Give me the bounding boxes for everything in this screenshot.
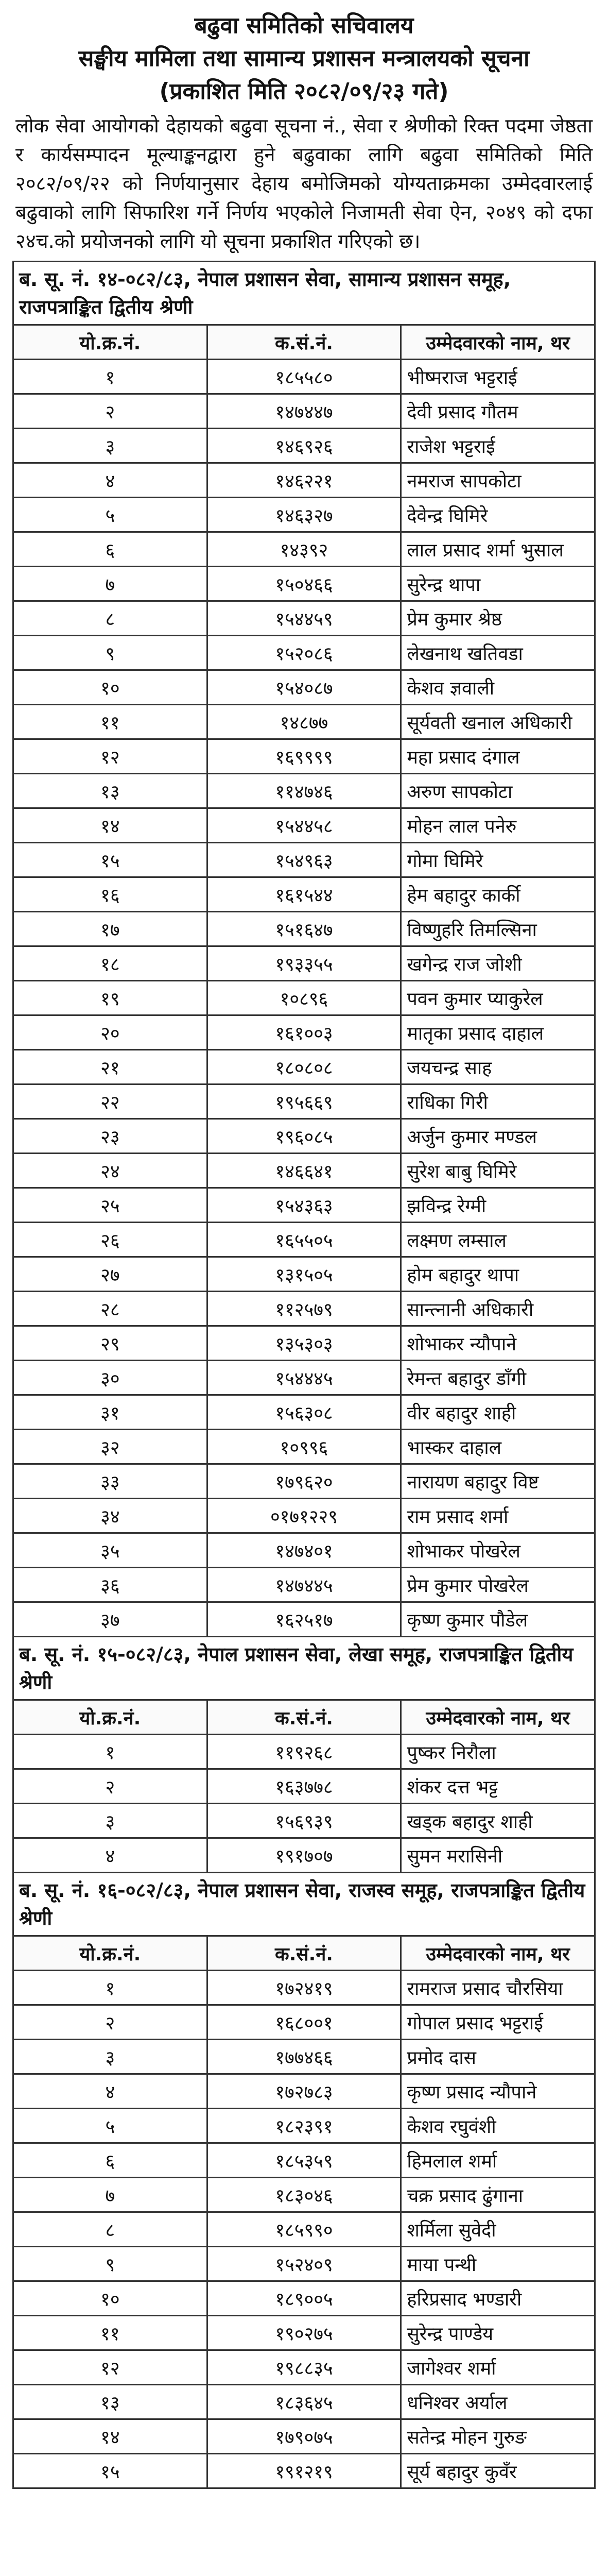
- symbol-number-cell: १६२५१७: [207, 1602, 401, 1637]
- symbol-number-cell: १९१२१९: [207, 2454, 401, 2488]
- symbol-number-cell: १९३३५५: [207, 946, 401, 981]
- symbol-number-cell: १४७४४५: [207, 1568, 401, 1602]
- table-row: [13, 1804, 595, 1838]
- candidate-name-cell: रेमन्त बहादुर डाँगी: [401, 1361, 595, 1395]
- symbol-number-cell: ११९२६८: [207, 1735, 401, 1769]
- symbol-number-cell: १८५३५९: [207, 2143, 401, 2178]
- serial-cell: ४: [13, 1838, 207, 1873]
- table-row: [13, 705, 595, 739]
- symbol-number-cell: १८३६४५: [207, 2385, 401, 2419]
- symbol-number-cell: १३५३०३: [207, 1326, 401, 1361]
- candidate-name-cell: जयचन्द्र साह: [401, 1050, 595, 1084]
- serial-cell: ८: [13, 2212, 207, 2247]
- serial-cell: ११: [13, 2316, 207, 2350]
- candidate-name-cell: सुमन मरासिनी: [401, 1838, 595, 1873]
- candidate-name-cell: देवेन्द्र घिमिरे: [401, 498, 595, 532]
- symbol-number-cell: १४६६४१: [207, 1154, 401, 1188]
- serial-cell: १३: [13, 774, 207, 808]
- serial-cell: २०: [13, 1015, 207, 1050]
- candidate-name-cell: गोमा घिमिरे: [401, 843, 595, 877]
- symbol-number-cell: १४६३२७: [207, 498, 401, 532]
- serial-cell: २: [13, 394, 207, 429]
- candidate-name-cell: राजेश भट्टराई: [401, 429, 595, 463]
- symbol-number-cell: १३१५०५: [207, 1257, 401, 1292]
- candidate-name-cell: अरुण सापकोटा: [401, 774, 595, 808]
- serial-cell: ३०: [13, 1361, 207, 1395]
- name-column-header: उम्मेदवारको नाम, थर: [401, 325, 595, 360]
- table-row: [13, 912, 595, 946]
- table-row: [13, 2385, 595, 2419]
- symbol-column-header: क.सं.नं.: [207, 1700, 401, 1735]
- symbol-number-cell: १८३०४६: [207, 2178, 401, 2212]
- serial-cell: ५: [13, 2109, 207, 2143]
- serial-cell: २५: [13, 1188, 207, 1223]
- table-row: [13, 1735, 595, 1769]
- candidate-name-cell: चक्र प्रसाद ढुंगाना: [401, 2178, 595, 2212]
- serial-cell: १३: [13, 2385, 207, 2419]
- symbol-column-header: क.सं.नं.: [207, 325, 401, 360]
- table-row: [13, 1499, 595, 1533]
- candidate-name-cell: धनिश्वर अर्याल: [401, 2385, 595, 2419]
- symbol-number-cell: ११४७४६: [207, 774, 401, 808]
- column-header-row: [13, 1936, 595, 1971]
- serial-cell: २: [13, 1769, 207, 1804]
- candidate-name-cell: राम प्रसाद शर्मा: [401, 1499, 595, 1533]
- serial-cell: ३५: [13, 1533, 207, 1568]
- table-row: [13, 2281, 595, 2316]
- symbol-number-cell: १६१००३: [207, 1015, 401, 1050]
- serial-cell: १: [13, 1735, 207, 1769]
- candidate-name-cell: अर्जुन कुमार मण्डल: [401, 1119, 595, 1154]
- symbol-number-cell: १९१७०७: [207, 1838, 401, 1873]
- symbol-number-cell: १६५५०५: [207, 1223, 401, 1257]
- table-row: [13, 1015, 595, 1050]
- table-row: [13, 1361, 595, 1395]
- candidate-name-cell: केशव रघुवंशी: [401, 2109, 595, 2143]
- serial-cell: २१: [13, 1050, 207, 1084]
- table-row: [13, 394, 595, 429]
- name-column-header: उम्मेदवारको नाम, थर: [401, 1936, 595, 1971]
- section-title-row: [13, 1873, 595, 1936]
- serial-cell: ४: [13, 2074, 207, 2109]
- candidate-name-cell: पुष्कर निरौला: [401, 1735, 595, 1769]
- symbol-number-cell: १५४९६३: [207, 843, 401, 877]
- table-row: [13, 1395, 595, 1430]
- candidate-name-cell: नारायण बहादुर विष्ट: [401, 1464, 595, 1499]
- symbol-number-cell: १७७४६६: [207, 2040, 401, 2074]
- symbol-number-cell: १०८९६: [207, 981, 401, 1015]
- symbol-number-cell: ०१७१२२९: [207, 1499, 401, 1533]
- symbol-number-cell: १४६९२६: [207, 429, 401, 463]
- serial-cell: १६: [13, 877, 207, 912]
- table-row: [13, 1188, 595, 1223]
- serial-column-header: यो.क्र.नं.: [13, 325, 207, 360]
- secretariat-title: बढुवा समितिको सचिवालय: [194, 12, 414, 39]
- candidate-name-cell: महा प्रसाद दंगाल: [401, 739, 595, 774]
- table-row: [13, 1602, 595, 1637]
- ministry-notice-title: सङ्घीय मामिला तथा सामान्य प्रशासन मन्त्रालयको सूचना: [78, 45, 530, 72]
- table-row: [13, 2419, 595, 2454]
- serial-cell: ३७: [13, 1602, 207, 1637]
- candidate-name-cell: शंकर दत्त भट्ट: [401, 1769, 595, 1804]
- table-row: [13, 2143, 595, 2178]
- table-row: [13, 981, 595, 1015]
- table-row: [13, 1838, 595, 1873]
- section-title: ब. सू. नं. १४-०८२/८३, नेपाल प्रशासन सेवा, सामान्य प्रशासन समूह, राजपत्राङ्कित द्वितीय श्रेणी: [13, 262, 595, 325]
- symbol-number-cell: १७९०७५: [207, 2419, 401, 2454]
- table-row: [13, 739, 595, 774]
- published-date: (प्रकाशित मिति २०८२/०९/२३ गते): [159, 78, 449, 105]
- serial-cell: ३६: [13, 1568, 207, 1602]
- symbol-number-cell: १८२३९१: [207, 2109, 401, 2143]
- serial-column-header: यो.क्र.नं.: [13, 1936, 207, 1971]
- candidate-name-cell: रामराज प्रसाद चौरसिया: [401, 1971, 595, 2005]
- serial-cell: ३३: [13, 1464, 207, 1499]
- serial-cell: १४: [13, 808, 207, 843]
- serial-cell: २६: [13, 1223, 207, 1257]
- candidate-name-cell: जागेश्वर शर्मा: [401, 2350, 595, 2385]
- candidate-name-cell: झविन्द्र रेग्मी: [401, 1188, 595, 1223]
- candidate-name-cell: सुरेन्द्र थापा: [401, 567, 595, 601]
- candidate-name-cell: गोपाल प्रसाद भट्टराई: [401, 2005, 595, 2040]
- table-row: [13, 1971, 595, 2005]
- table-row: [13, 2109, 595, 2143]
- candidate-name-cell: मातृका प्रसाद दाहाल: [401, 1015, 595, 1050]
- candidate-name-cell: केशव ज्ञवाली: [401, 670, 595, 705]
- candidate-name-cell: सुरेन्द्र पाण्डेय: [401, 2316, 595, 2350]
- table-row: [13, 429, 595, 463]
- table-row: [13, 2212, 595, 2247]
- serial-cell: ११: [13, 705, 207, 739]
- intro-paragraph: लोक सेवा आयोगको देहायको बढुवा सूचना नं., सेवा र श्रेणीको रिक्त पदमा जेष्ठता र कार्यसम्पादन मूल्याङ्कनद्वारा हुने बढुवाका लागि बढुवा समितिको मिति २०८२/०९/२२ को निर्णयानुसार देहाय बमोजिमको योग्यताक्रमका उम्मेदवारलाई बढुवाको लागि सिफारिश गर्ने निर्णय भएकोले निजामती सेवा ऐन, २०४९ को दफा २४च.को प्रयोजनको लागि यो सूचना प्रकाशित गरिएको छ।: [15, 114, 593, 252]
- table-row: [13, 2005, 595, 2040]
- candidate-name-cell: प्रेम कुमार पोखरेल: [401, 1568, 595, 1602]
- candidate-name-cell: माया पन्थी: [401, 2247, 595, 2281]
- serial-cell: ३२: [13, 1430, 207, 1464]
- table-row: [13, 2316, 595, 2350]
- serial-cell: १५: [13, 2454, 207, 2488]
- candidate-name-cell: विष्णुहरि तिमल्सिना: [401, 912, 595, 946]
- table-row: [13, 1119, 595, 1154]
- symbol-number-cell: १६९९९९: [207, 739, 401, 774]
- serial-cell: २९: [13, 1326, 207, 1361]
- symbol-number-cell: १५४३६३: [207, 1188, 401, 1223]
- table-row: [13, 1533, 595, 1568]
- symbol-number-cell: १८५९९०: [207, 2212, 401, 2247]
- serial-cell: ९: [13, 636, 207, 670]
- table-row: [13, 1223, 595, 1257]
- table-row: [13, 1430, 595, 1464]
- candidate-name-cell: लक्ष्मण लम्साल: [401, 1223, 595, 1257]
- serial-cell: २२: [13, 1084, 207, 1119]
- table-row: [13, 360, 595, 394]
- candidate-name-cell: मोहन लाल पनेरु: [401, 808, 595, 843]
- symbol-number-cell: १७२४१९: [207, 1971, 401, 2005]
- candidate-name-cell: देवी प्रसाद गौतम: [401, 394, 595, 429]
- serial-cell: ७: [13, 567, 207, 601]
- candidate-name-cell: नमराज सापकोटा: [401, 463, 595, 498]
- symbol-number-cell: १५१६४७: [207, 912, 401, 946]
- symbol-number-cell: १४७४०१: [207, 1533, 401, 1568]
- candidate-name-cell: सुरेश बाबु घिमिरे: [401, 1154, 595, 1188]
- serial-cell: २८: [13, 1292, 207, 1326]
- symbol-number-cell: १६१५४४: [207, 877, 401, 912]
- candidate-name-cell: भास्कर दाहाल: [401, 1430, 595, 1464]
- candidate-name-cell: शोभाकर पोखरेल: [401, 1533, 595, 1568]
- table-row: [13, 636, 595, 670]
- candidate-name-cell: खगेन्द्र राज जोशी: [401, 946, 595, 981]
- table-row: [13, 774, 595, 808]
- serial-cell: १०: [13, 2281, 207, 2316]
- table-row: [13, 808, 595, 843]
- serial-cell: ८: [13, 601, 207, 636]
- candidate-name-cell: हरिप्रसाद भण्डारी: [401, 2281, 595, 2316]
- symbol-number-cell: १९८८३५: [207, 2350, 401, 2385]
- table-row: [13, 2350, 595, 2385]
- serial-cell: १९: [13, 981, 207, 1015]
- serial-cell: ३४: [13, 1499, 207, 1533]
- serial-cell: १७: [13, 912, 207, 946]
- serial-cell: ३: [13, 2040, 207, 2074]
- serial-cell: ३१: [13, 1395, 207, 1430]
- serial-cell: १: [13, 360, 207, 394]
- name-column-header: उम्मेदवारको नाम, थर: [401, 1700, 595, 1735]
- serial-cell: ४: [13, 463, 207, 498]
- candidate-name-cell: सान्त्नानी अधिकारी: [401, 1292, 595, 1326]
- candidate-name-cell: कृष्ण कुमार पौडेल: [401, 1602, 595, 1637]
- table-row: [13, 946, 595, 981]
- symbol-number-cell: १९०२७५: [207, 2316, 401, 2350]
- section-title: ब. सू. नं. १५-०८२/८३, नेपाल प्रशासन सेवा, लेखा समूह, राजपत्राङ्कित द्वितीय श्रेणी: [13, 1637, 595, 1700]
- table-row: [13, 463, 595, 498]
- serial-cell: २३: [13, 1119, 207, 1154]
- symbol-number-cell: १८०८०८: [207, 1050, 401, 1084]
- symbol-number-cell: १४८७७: [207, 705, 401, 739]
- symbol-number-cell: १६८००१: [207, 2005, 401, 2040]
- candidates-table: [12, 261, 596, 2489]
- table-row: [13, 1050, 595, 1084]
- symbol-number-cell: १५४४५८: [207, 808, 401, 843]
- serial-column-header: यो.क्र.नं.: [13, 1700, 207, 1735]
- section-title: ब. सू. नं. १६-०८२/८३, नेपाल प्रशासन सेवा, राजस्व समूह, राजपत्राङ्कित द्वितीय श्रेणी: [13, 1873, 595, 1936]
- section-title-row: [13, 262, 595, 325]
- symbol-number-cell: ११२५७९: [207, 1292, 401, 1326]
- table-row: [13, 1464, 595, 1499]
- candidate-name-cell: शोभाकर न्यौपाने: [401, 1326, 595, 1361]
- table-row: [13, 2454, 595, 2488]
- symbol-number-cell: १८५५८०: [207, 360, 401, 394]
- symbol-number-cell: १५४०८७: [207, 670, 401, 705]
- symbol-number-cell: १०९९६: [207, 1430, 401, 1464]
- table-row: [13, 1084, 595, 1119]
- table-row: [13, 2040, 595, 2074]
- column-header-row: [13, 325, 595, 360]
- serial-cell: ६: [13, 2143, 207, 2178]
- serial-cell: ९: [13, 2247, 207, 2281]
- candidate-name-cell: भीष्मराज भट्टराई: [401, 360, 595, 394]
- serial-cell: १२: [13, 2350, 207, 2385]
- candidate-name-cell: राधिका गिरी: [401, 1084, 595, 1119]
- table-row: [13, 601, 595, 636]
- serial-cell: ५: [13, 498, 207, 532]
- serial-cell: १: [13, 1971, 207, 2005]
- symbol-number-cell: १४७४४७: [207, 394, 401, 429]
- candidate-name-cell: सूर्य बहादुर कुवँर: [401, 2454, 595, 2488]
- serial-cell: १८: [13, 946, 207, 981]
- candidate-name-cell: प्रेम कुमार श्रेष्ठ: [401, 601, 595, 636]
- table-row: [13, 1769, 595, 1804]
- serial-cell: १२: [13, 739, 207, 774]
- table-row: [13, 1568, 595, 1602]
- serial-cell: ७: [13, 2178, 207, 2212]
- table-row: [13, 1292, 595, 1326]
- section-title-row: [13, 1637, 595, 1700]
- symbol-number-cell: १४३९२: [207, 532, 401, 567]
- serial-cell: १४: [13, 2419, 207, 2454]
- symbol-number-cell: १५२४०९: [207, 2247, 401, 2281]
- candidate-name-cell: सूर्यवती खनाल अधिकारी: [401, 705, 595, 739]
- symbol-number-cell: १९६०८५: [207, 1119, 401, 1154]
- candidate-name-cell: पवन कुमार प्याकुरेल: [401, 981, 595, 1015]
- table-row: [13, 2247, 595, 2281]
- notice-header: [12, 9, 596, 108]
- candidate-name-cell: वीर बहादुर शाही: [401, 1395, 595, 1430]
- table-row: [13, 1154, 595, 1188]
- table-row: [13, 670, 595, 705]
- table-row: [13, 2074, 595, 2109]
- symbol-number-cell: १४६२२१: [207, 463, 401, 498]
- symbol-number-cell: १७२७८३: [207, 2074, 401, 2109]
- table-row: [13, 877, 595, 912]
- symbol-number-cell: १७९६२०: [207, 1464, 401, 1499]
- candidate-name-cell: खड्क बहादुर शाही: [401, 1804, 595, 1838]
- candidate-name-cell: लाल प्रसाद शर्मा भुसाल: [401, 532, 595, 567]
- notice-page: [12, 9, 596, 2489]
- table-row: [13, 1257, 595, 1292]
- serial-cell: २: [13, 2005, 207, 2040]
- candidate-name-cell: लेखनाथ खतिवडा: [401, 636, 595, 670]
- symbol-number-cell: १६३७७८: [207, 1769, 401, 1804]
- candidate-name-cell: प्रमोद दास: [401, 2040, 595, 2074]
- symbol-number-cell: १५२०८६: [207, 636, 401, 670]
- serial-cell: २४: [13, 1154, 207, 1188]
- candidate-name-cell: हिमलाल शर्मा: [401, 2143, 595, 2178]
- symbol-number-cell: १५६३०८: [207, 1395, 401, 1430]
- symbol-number-cell: १८९००५: [207, 2281, 401, 2316]
- table-row: [13, 843, 595, 877]
- table-row: [13, 1326, 595, 1361]
- candidate-name-cell: शर्मिला सुवेदी: [401, 2212, 595, 2247]
- symbol-number-cell: १५४४४५: [207, 1361, 401, 1395]
- serial-cell: ३: [13, 1804, 207, 1838]
- table-row: [13, 2178, 595, 2212]
- candidate-name-cell: कृष्ण प्रसाद न्यौपाने: [401, 2074, 595, 2109]
- serial-cell: १५: [13, 843, 207, 877]
- column-header-row: [13, 1700, 595, 1735]
- serial-cell: ६: [13, 532, 207, 567]
- candidate-name-cell: सतेन्द्र मोहन गुरुङ: [401, 2419, 595, 2454]
- table-row: [13, 567, 595, 601]
- symbol-number-cell: १५०४६६: [207, 567, 401, 601]
- symbol-number-cell: १५६९३९: [207, 1804, 401, 1838]
- candidate-name-cell: होम बहादुर थापा: [401, 1257, 595, 1292]
- table-row: [13, 498, 595, 532]
- symbol-number-cell: १५४४५९: [207, 601, 401, 636]
- symbol-number-cell: १९५६६९: [207, 1084, 401, 1119]
- serial-cell: २७: [13, 1257, 207, 1292]
- candidate-name-cell: हेम बहादुर कार्की: [401, 877, 595, 912]
- serial-cell: १०: [13, 670, 207, 705]
- serial-cell: ३: [13, 429, 207, 463]
- symbol-column-header: क.सं.नं.: [207, 1936, 401, 1971]
- table-row: [13, 532, 595, 567]
